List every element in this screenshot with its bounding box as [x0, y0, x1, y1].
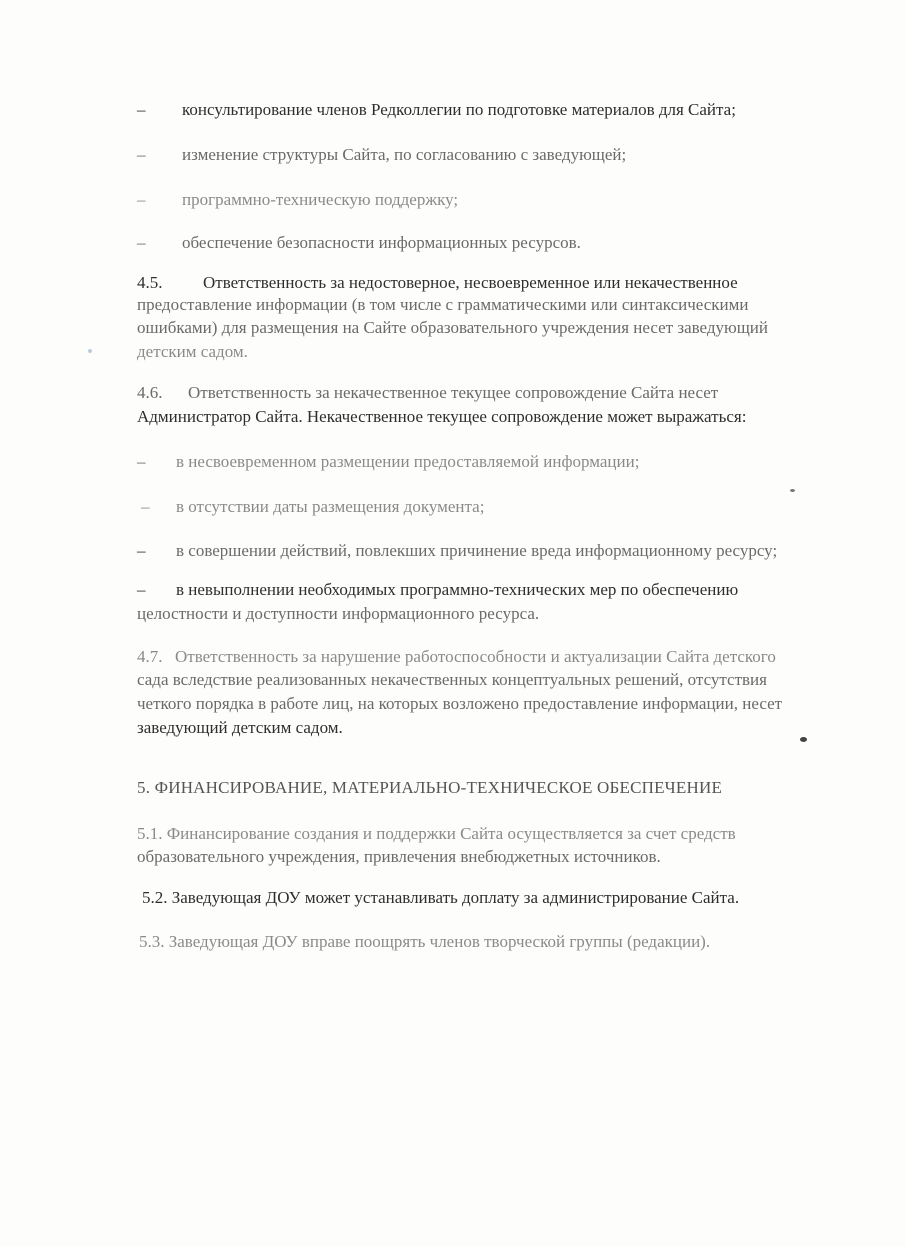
paragraph-line: ошибками) для размещения на Сайте образовательного учреждения несет заведующий — [137, 318, 768, 337]
paragraph-line: предоставление информации (в том числе с грамматическими или синтаксическими — [137, 295, 749, 314]
list-item: в совершении действий, повлекших причинение вреда информационному ресурсу; — [176, 541, 778, 560]
paragraph-line: Администратор Сайта. Некачественное текущее сопровождение может выражаться: — [137, 407, 747, 426]
paragraph-line: 5.2. Заведующая ДОУ может устанавливать доплату за администрирование Сайта. — [142, 888, 740, 907]
scan-speck — [790, 489, 795, 492]
paragraph-line: детским садом. — [137, 342, 248, 361]
list-item: консультирование членов Редколлегии по подготовке материалов для Сайта; — [182, 100, 736, 119]
paragraph-line: 5.3. Заведующая ДОУ вправе поощрять членов творческой группы (редакции). — [139, 932, 711, 951]
list-dash: – — [137, 145, 146, 164]
list-item: в отсутствии даты размещения документа; — [176, 497, 485, 516]
paragraph-line: Ответственность за нарушение работоспособности и актуализации Сайта детского — [175, 647, 776, 666]
list-dash: – — [137, 452, 146, 471]
list-dash: – — [137, 541, 146, 560]
list-item: программно-техническую поддержку; — [182, 190, 459, 209]
list-item: обеспечение безопасности информационных ресурсов. — [182, 233, 581, 252]
paragraph-number: 4.5. — [137, 273, 163, 292]
paragraph-line: заведующий детским садом. — [137, 718, 343, 737]
list-dash: – — [137, 100, 146, 119]
list-item: в невыполнении необходимых программно-технических мер по обеспечению — [176, 580, 739, 599]
paragraph-line: 5.1. Финансирование создания и поддержки Сайта осуществляется за счет средств — [137, 824, 736, 843]
list-dash: – — [137, 580, 146, 599]
paragraph-line: образовательного учреждения, привлечения внебюджетных источников. — [137, 847, 661, 866]
list-dash: – — [141, 497, 150, 516]
section-heading: 5. ФИНАНСИРОВАНИЕ, МАТЕРИАЛЬНО-ТЕХНИЧЕСКОЕ ОБЕСПЕЧЕНИЕ — [137, 778, 723, 797]
paragraph-line: Ответственность за некачественное текущее сопровождение Сайта несет — [188, 383, 719, 402]
paragraph-number: 4.6. — [137, 383, 163, 402]
paragraph-number: 4.7. — [137, 647, 163, 666]
list-dash: – — [137, 190, 146, 209]
list-item-continuation: целостности и доступности информационного ресурса. — [137, 604, 540, 623]
paragraph-line: сада вследствие реализованных некачественных концептуальных решений, отсутствия — [137, 670, 767, 689]
scan-speck — [800, 737, 807, 742]
paragraph-line: четкого порядка в работе лиц, на которых возложено предоставление информации, несет — [137, 694, 783, 713]
list-item: изменение структуры Сайта, по согласованию с заведующей; — [182, 145, 627, 164]
paragraph-line: Ответственность за недостоверное, несвоевременное или некачественное — [203, 273, 738, 292]
list-dash: – — [137, 233, 146, 252]
list-item: в несвоевременном размещении предоставляемой информации; — [176, 452, 640, 471]
scan-speck — [88, 349, 92, 353]
